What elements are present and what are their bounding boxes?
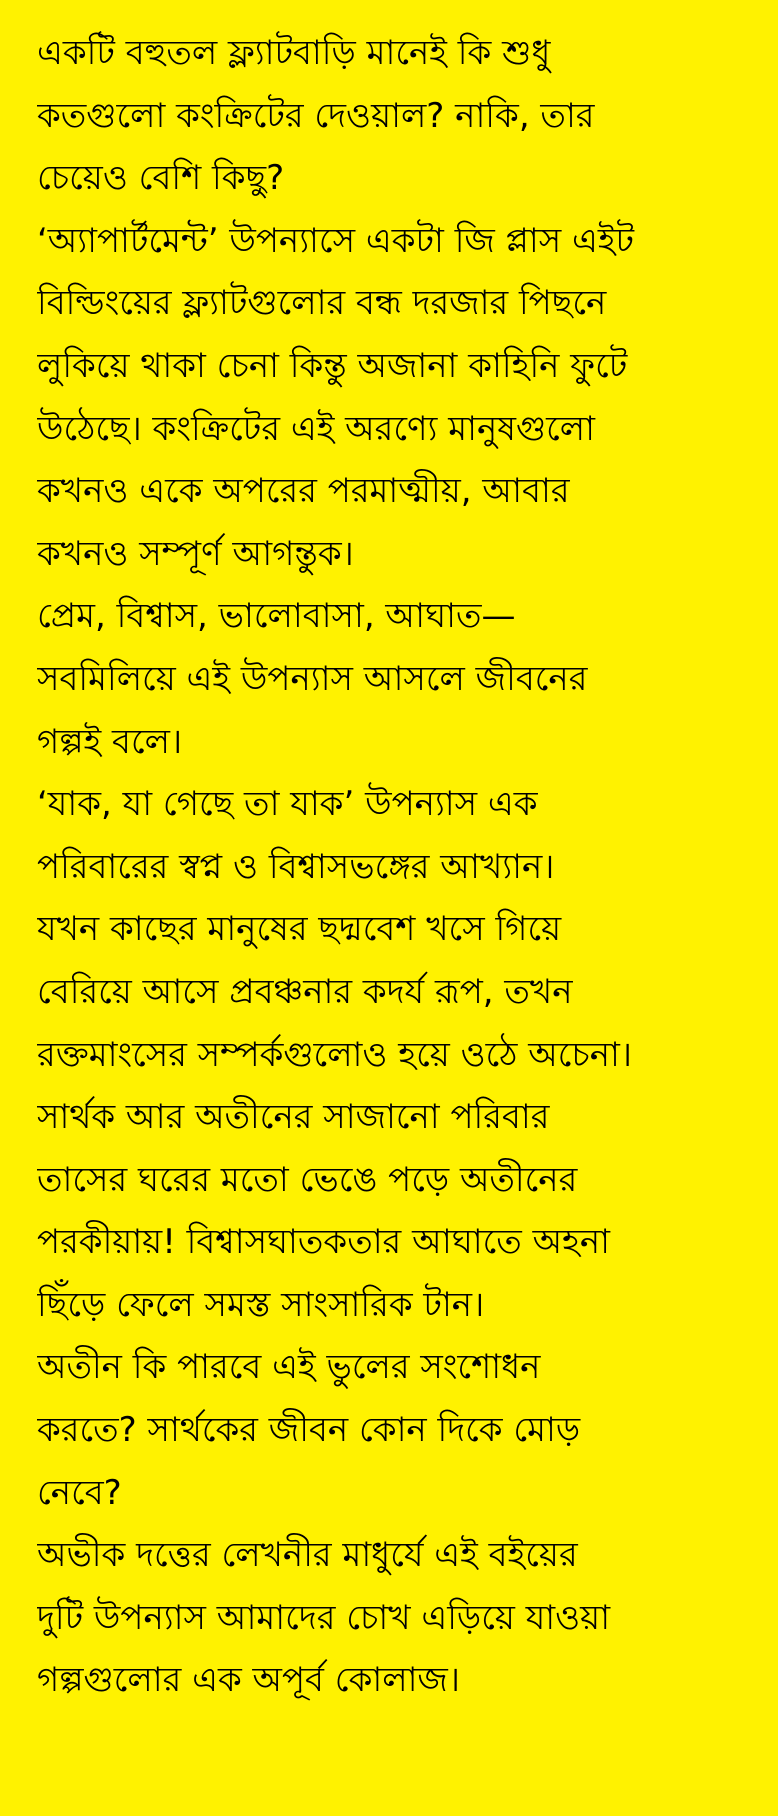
text-line: পরিবারের স্বপ্ন ও বিশ্বাসভঙ্গের আখ্যান। <box>37 846 555 887</box>
text-line: প্রেম, বিশ্বাস, ভালোবাসা, আঘাত— <box>37 596 516 637</box>
text-line: করতে? সার্থকের জীবন কোন দিকে মোড় <box>37 1410 581 1451</box>
text-line: সবমিলিয়ে এই উপন্যাস আসলে জীবনের <box>37 658 588 699</box>
text-line: বিল্ডিংয়ের ফ্ল্যাটগুলোর বন্ধ দরজার পিছনে <box>37 283 607 324</box>
text-line: অভীক দত্তের লেখনীর মাধুর্যে এই বইয়ের <box>37 1535 578 1576</box>
text-line: কখনও সম্পূর্ণ আগন্তুক। <box>37 533 354 574</box>
text-line: তাসের ঘরের মতো ভেঙে পড়ে অতীনের <box>37 1159 578 1200</box>
text-line: ছিঁড়ে ফেলে সমস্ত সাংসারিক টান। <box>37 1284 485 1325</box>
blurb-text <box>37 22 752 1712</box>
text-line: সার্থক আর অতীনের সাজানো পরিবার <box>37 1097 550 1138</box>
text-line: কখনও একে অপরের পরমাত্মীয়, আবার <box>37 471 570 512</box>
text-line: লুকিয়ে থাকা চেনা কিন্তু অজানা কাহিনি ফুটে <box>37 345 628 386</box>
text-line: রক্তমাংসের সম্পর্কগুলোও হয়ে ওঠে অচেনা। <box>37 1034 633 1075</box>
text-line: নেবে? <box>37 1472 122 1513</box>
text-line: বেরিয়ে আসে প্রবঞ্চনার কদর্য রূপ, তখন <box>37 971 573 1012</box>
text-line: অতীন কি পারবে এই ভুলের সংশোধন <box>37 1347 541 1388</box>
text-line: গল্পগুলোর এক অপূর্ব কোলাজ। <box>37 1660 461 1701</box>
text-line: পরকীয়ায়! বিশ্বাসঘাতকতার আঘাতে অহনা <box>37 1222 611 1263</box>
text-line: দুটি উপন্যাস আমাদের চোখ এড়িয়ে যাওয়া <box>37 1597 611 1638</box>
text-line: একটি বহুতল ফ্ল্যাটবাড়ি মানেই কি শুধু <box>37 33 551 73</box>
text-line: ‘যাক, যা গেছে তা যাক’ উপন্যাস এক <box>37 784 538 825</box>
text-line: যখন কাছের মানুষের ছদ্মবেশ খসে গিয়ে <box>37 909 562 950</box>
text-line: কতগুলো কংক্রিটের দেওয়াল? নাকি, তার <box>37 95 595 136</box>
text-line: উঠেছে। কংক্রিটের এই অরণ্যে মানুষগুলো <box>37 408 596 449</box>
text-line: ‘অ্যাপার্টমেন্ট’ উপন্যাসে একটা জি প্লাস এইট <box>37 220 635 261</box>
text-line: গল্পই বলে। <box>37 721 183 762</box>
text-line: চেয়েও বেশি কিছু? <box>37 158 285 199</box>
